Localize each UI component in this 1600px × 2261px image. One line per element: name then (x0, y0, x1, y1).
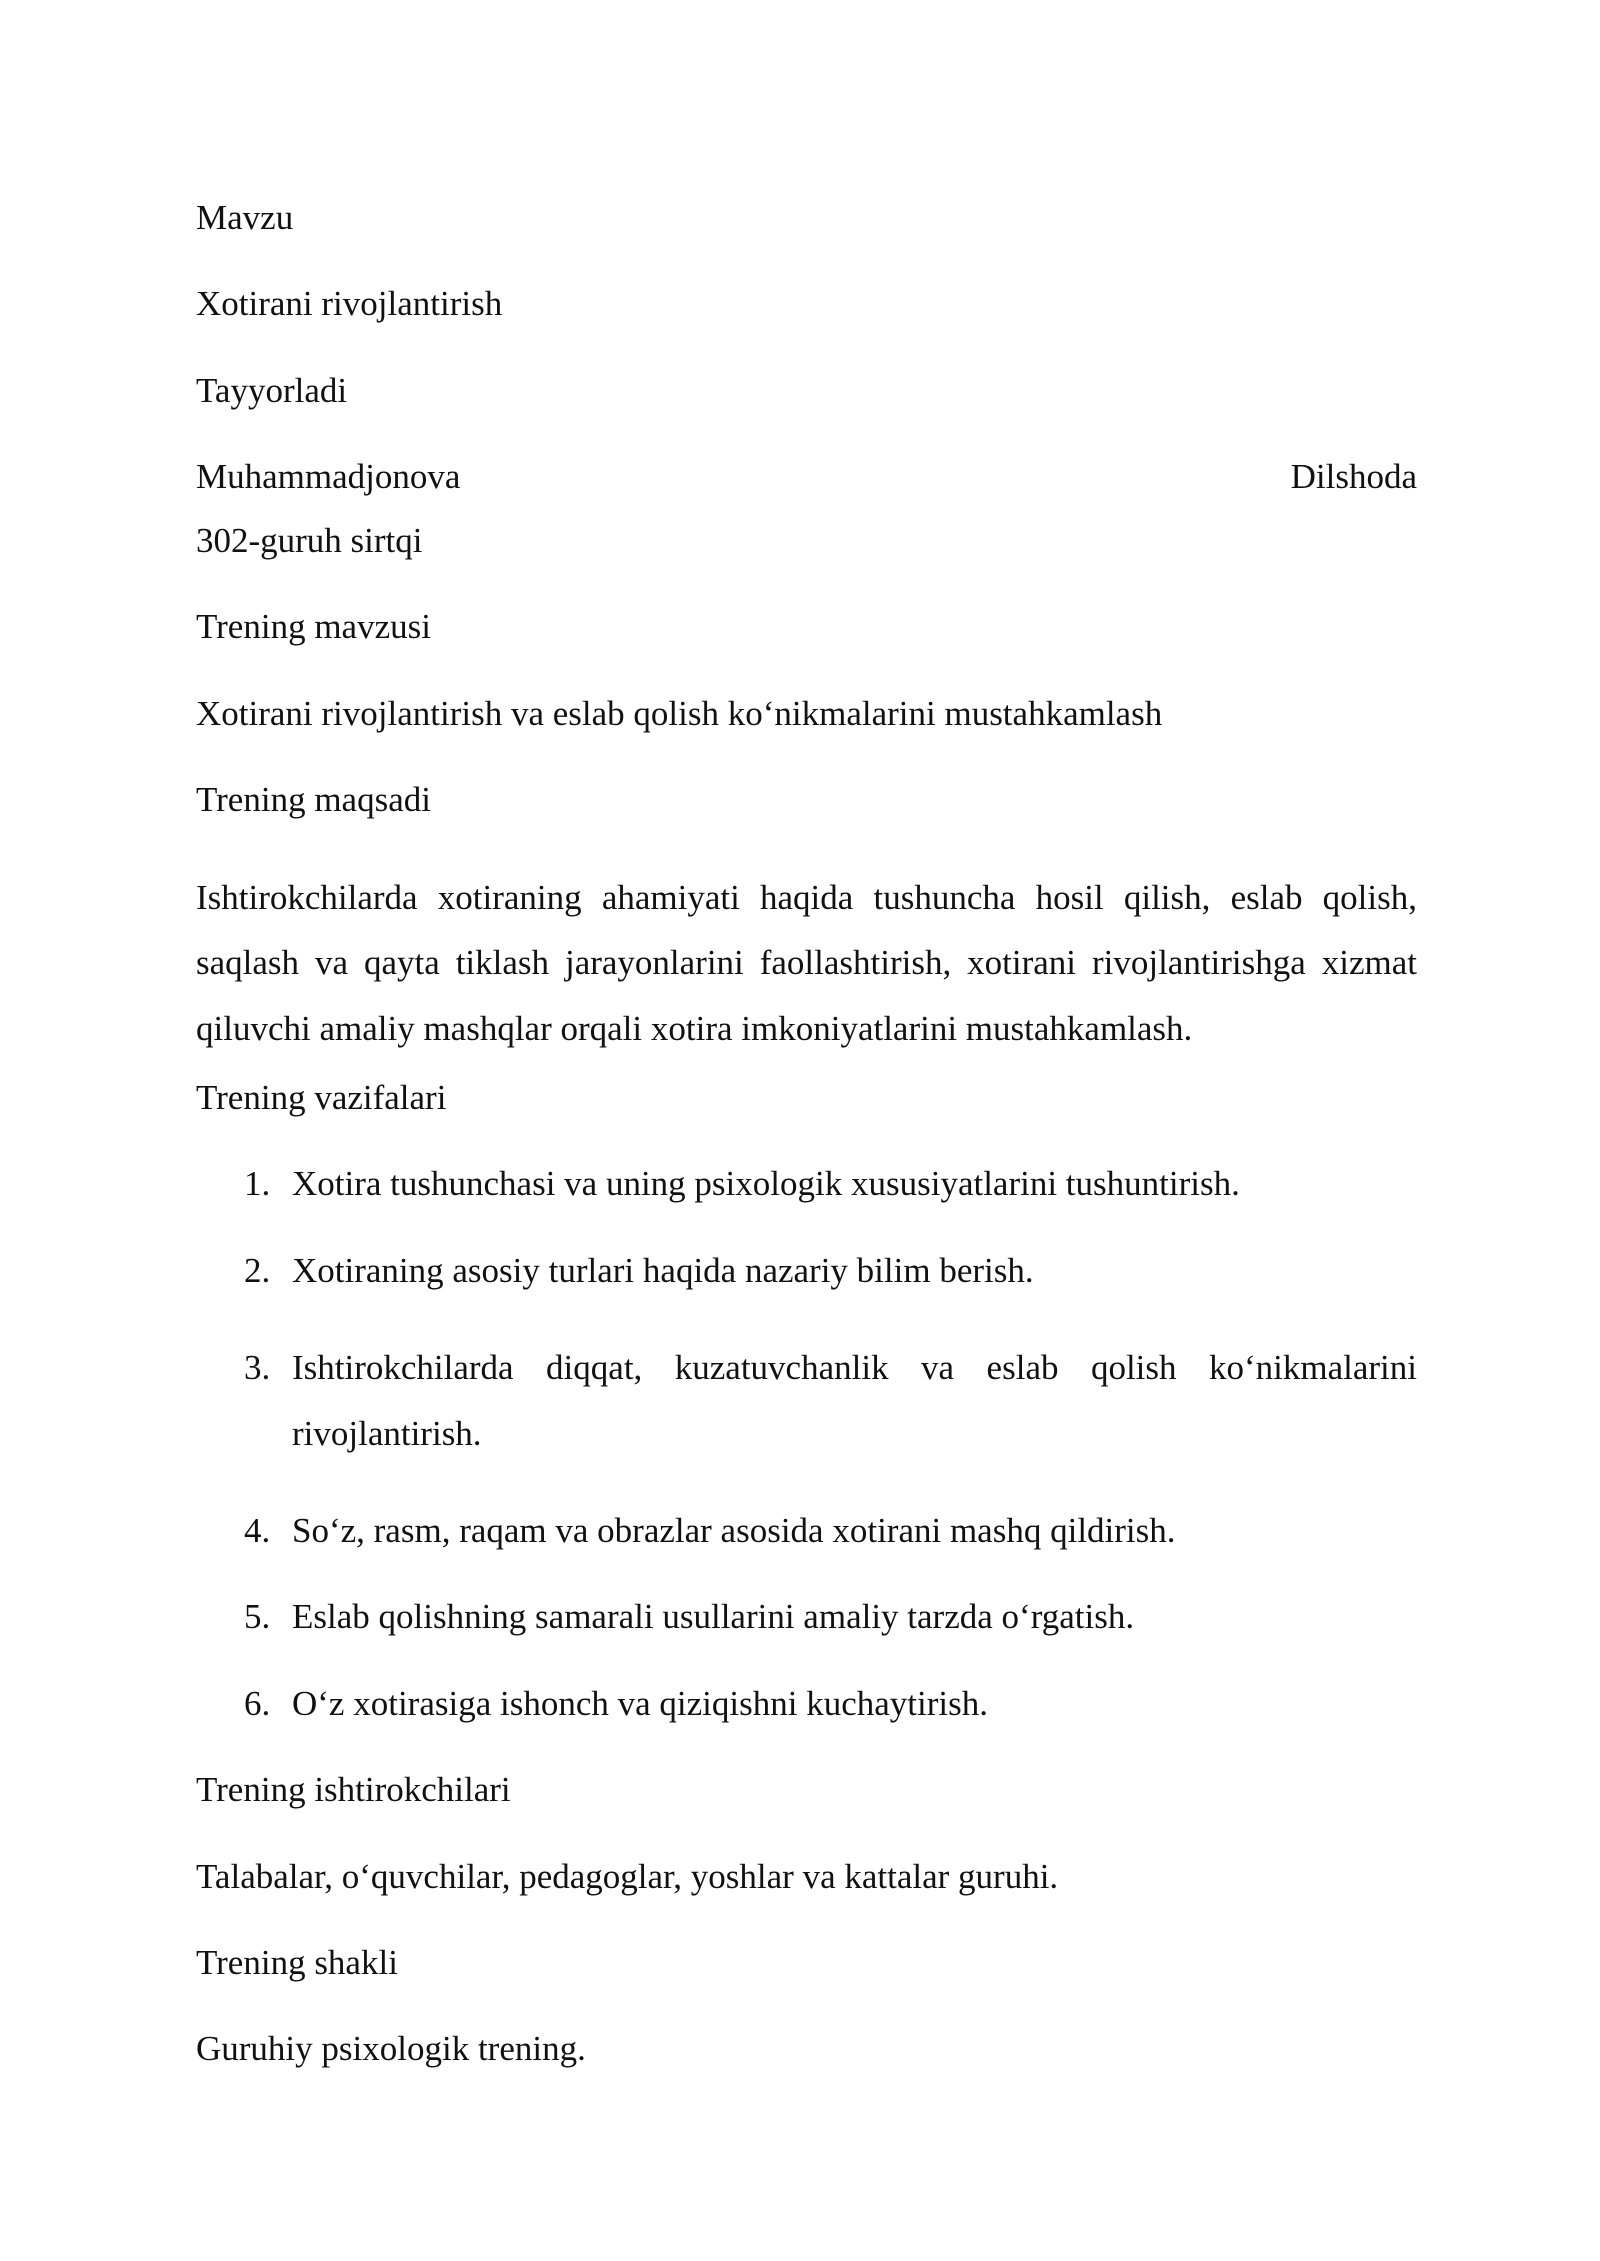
list-item-text: Xotiraning asosiy turlari haqida nazariy bilim berish. (292, 1250, 1034, 1290)
list-item (196, 1162, 1417, 1206)
training-topic-heading: Trening mavzusi (196, 607, 431, 647)
goal-heading: Trening maqsadi (196, 780, 431, 820)
list-item-text: Eslab qolishning samarali usullarini amaliy tarzda o‘rgatish. (292, 1597, 1135, 1637)
list-item (196, 1682, 1417, 1726)
list-item (196, 1595, 1417, 1639)
list-item-number: 1. (244, 1164, 271, 1204)
author-line (196, 455, 1417, 499)
list-item-text: Ishtirokchilarda diqqat, kuzatuvchanlik va eslab qolish ko‘nikmalarini rivojlantirish. (292, 1348, 1417, 1453)
list-item-number: 4. (244, 1510, 271, 1550)
author-name: Dilshoda (1290, 457, 1417, 497)
topic-heading: Mavzu (196, 198, 294, 237)
document-page (196, 196, 1417, 2072)
list-item (196, 1335, 1417, 1467)
participants-heading: Trening ishtirokchilari (196, 1770, 511, 1810)
list-item (196, 1509, 1417, 1553)
tasks-list (196, 1162, 1417, 1726)
list-item-text: Xotira tushunchasi va uning psixologik xususiyatlarini tushuntirish. (292, 1164, 1240, 1204)
list-item-number: 6. (244, 1683, 271, 1723)
participants-text: Talabalar, o‘quvchilar, pedagoglar, yoshlar va kattalar guruhi. (196, 1856, 1059, 1896)
goal-text: Ishtirokchilarda xotiraning ahamiyati haqida tushuncha hosil qilish, eslab qolish, saqlash va qayta tiklash jarayonlarini faollashtirish, xotirani rivojlantirishga xizmat qiluvchi amaliy mashqlar orqali xotira imkoniyatlarini mustahkamlash. (196, 877, 1417, 1049)
list-item-text: So‘z, rasm, raqam va obrazlar asosida xotirani mashq qildirish. (292, 1510, 1176, 1550)
form-heading: Trening shakli (196, 1942, 398, 1982)
author-surname: Muhammadjonova (196, 457, 461, 497)
tasks-heading: Trening vazifalari (196, 1077, 447, 1117)
training-topic: Xotirani rivojlantirish va eslab qolish ko‘nikmalarini mustahkamlash (196, 693, 1163, 733)
list-item-text: O‘z xotirasiga ishonch va qiziqishni kuchaytirish. (292, 1683, 988, 1723)
prepared-by-heading: Tayyorladi (196, 370, 348, 410)
topic-title: Xotirani rivojlantirish (196, 284, 503, 324)
list-item-number: 3. (244, 1348, 271, 1388)
author-group: 302-guruh sirtqi (196, 520, 423, 560)
list-item-number: 5. (244, 1597, 271, 1637)
list-item-number: 2. (244, 1250, 271, 1290)
list-item (196, 1249, 1417, 1293)
form-text: Guruhiy psixologik trening. (196, 2029, 586, 2069)
